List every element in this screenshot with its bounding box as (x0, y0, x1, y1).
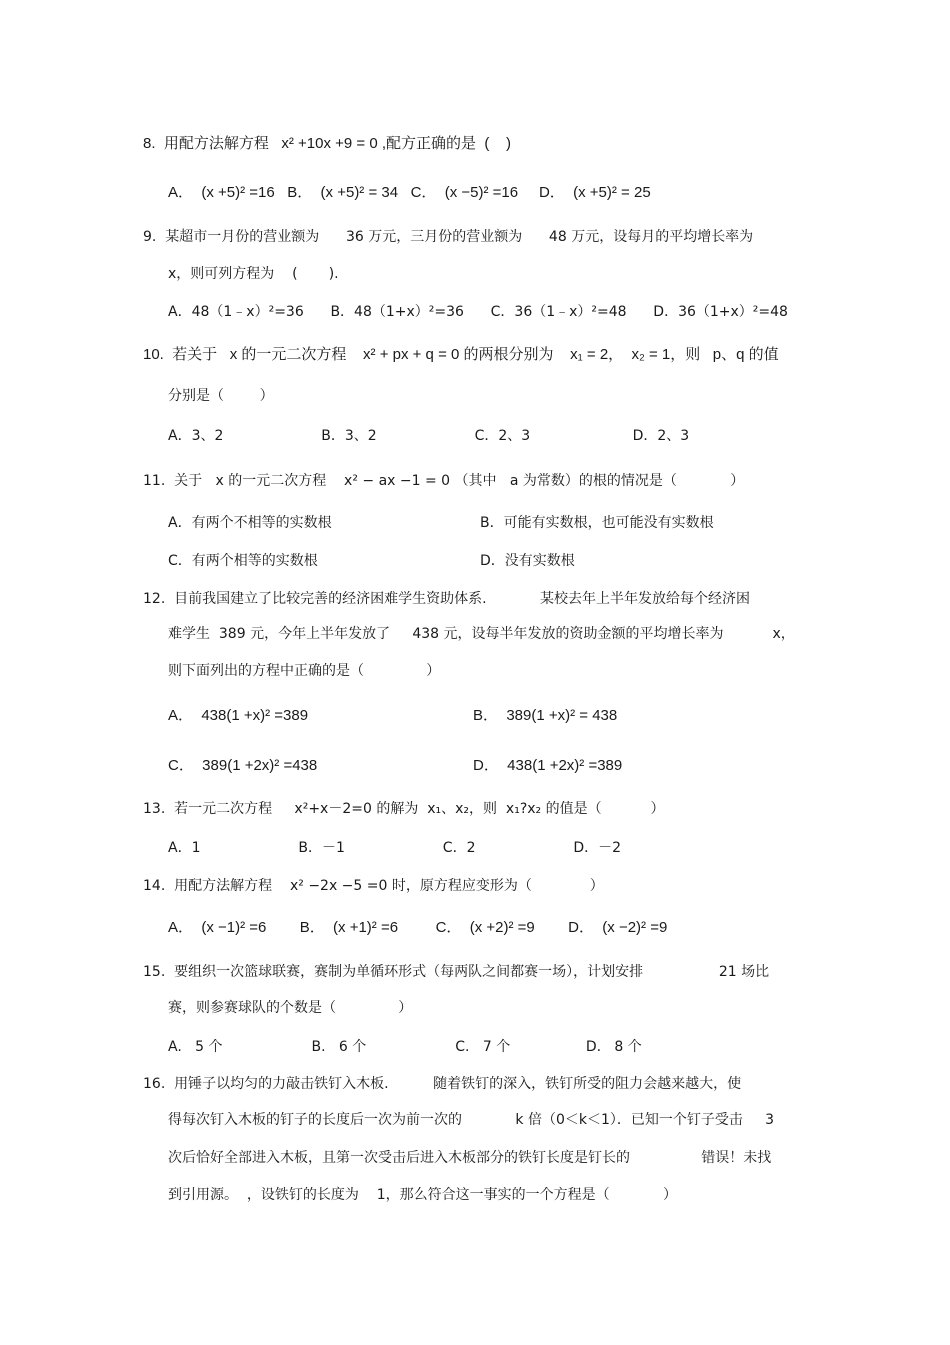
q12-option-a: A． 438(1 +x)² =389 (168, 707, 309, 724)
q15-stem-line1: 15. 要组织一次篮球联赛，赛制为单循环形式（每两队之间都赛一场），计划安排 21 场比 (143, 964, 770, 980)
q10-stem-line1: 10. 若关于 x 的一元二次方程 x² + px + q = 0 的两根分别为 x₁ = 2， x₂ = 1，则 p、q 的值 (143, 346, 779, 363)
q13-options: A．1 B．－1 C．2 D．－2 (168, 840, 622, 856)
q16-stem-line1: 16. 用锤子以均匀的力敲击铁钉入木板. 随着铁钉的深入，铁钉所受的阻力会越来越大，使 (143, 1076, 742, 1092)
q12-stem-line1: 12. 目前我国建立了比较完善的经济困难学生资助体系. 某校去年上半年发放给每个经济困 (143, 591, 751, 607)
q10-stem-line2: 分别是（ ） (168, 388, 274, 404)
q16-stem-line4: 到引用源。 ，设铁钉的长度为 1，那么符合这一事实的一个方程是（ ） (168, 1187, 678, 1203)
q8-options: A． (x +5)² =16 B． (x +5)² = 34 C． (x −5)² =16 D． (x +5)² = 25 (168, 184, 651, 201)
q15-stem-line2: 赛，则参赛球队的个数是（ ） (168, 1000, 413, 1016)
q15-options: A. 5 个 B. 6 个 C. 7 个 D. 8 个 (168, 1039, 642, 1055)
q12-option-c: C． 389(1 +2x)² =438 (168, 757, 318, 774)
q12-stem-line2: 难学生 389 元，今年上半年发放了 438 元，设每半年发放的资助金额的平均增长率为 x， (168, 626, 795, 642)
q16-stem-line2: 得每次钉入木板的钉子的长度后一次为前一次的 k 倍（0＜k＜1）．已知一个钉子受击 3 (168, 1112, 775, 1128)
q9-stem-line1: 9. 某超市一月份的营业额为 36 万元，三月份的营业额为 48 万元，设每月的平均增长率为 (143, 229, 754, 245)
q11-option-d: D．没有实数根 (480, 553, 575, 569)
q8-stem: 8. 用配方法解方程 x² +10x +9 = 0 ,配方正确的是 ( ) (143, 135, 511, 152)
q12-option-d: D． 438(1 +2x)² =389 (473, 757, 623, 774)
q16-stem-line3: 次后恰好全部进入木板，且第一次受击后进入木板部分的铁钉长度是钉长的 错误！未找 (168, 1150, 772, 1166)
q9-options: A．48（1﹣x）²=36 B．48（1+x）²=36 C．36（1﹣x）²=48 D．36（1+x）²=48 (168, 304, 788, 320)
q13-stem: 13. 若一元二次方程 x²+x－2=0 的解为 x₁、x₂，则 x₁?x₂ 的值是（ ） (143, 801, 665, 817)
q14-stem: 14. 用配方法解方程 x² −2x −5 =0 时，原方程应变形为（ ） (143, 878, 604, 894)
q11-option-c: C．有两个相等的实数根 (168, 553, 318, 569)
q14-options: A． (x −1)² =6 B． (x +1)² =6 C． (x +2)² =9 D． (x −2)² =9 (168, 919, 668, 936)
q11-option-a: A．有两个不相等的实数根 (168, 515, 332, 531)
q11-stem: 11. 关于 x 的一元二次方程 x² − ax −1 = 0 （其中 a 为常数）的根的情况是（ ） (143, 473, 745, 489)
q10-options: A．3、2 B．3、2 C．2、3 D．2、3 (168, 428, 690, 444)
q12-option-b: B． 389(1 +x)² = 438 (473, 707, 618, 724)
q9-stem-line2: x，则可列方程为 ( ). (168, 266, 339, 282)
q11-option-b: B．可能有实数根，也可能没有实数根 (480, 515, 714, 531)
q12-stem-line3: 则下面列出的方程中正确的是（ ） (168, 663, 441, 679)
